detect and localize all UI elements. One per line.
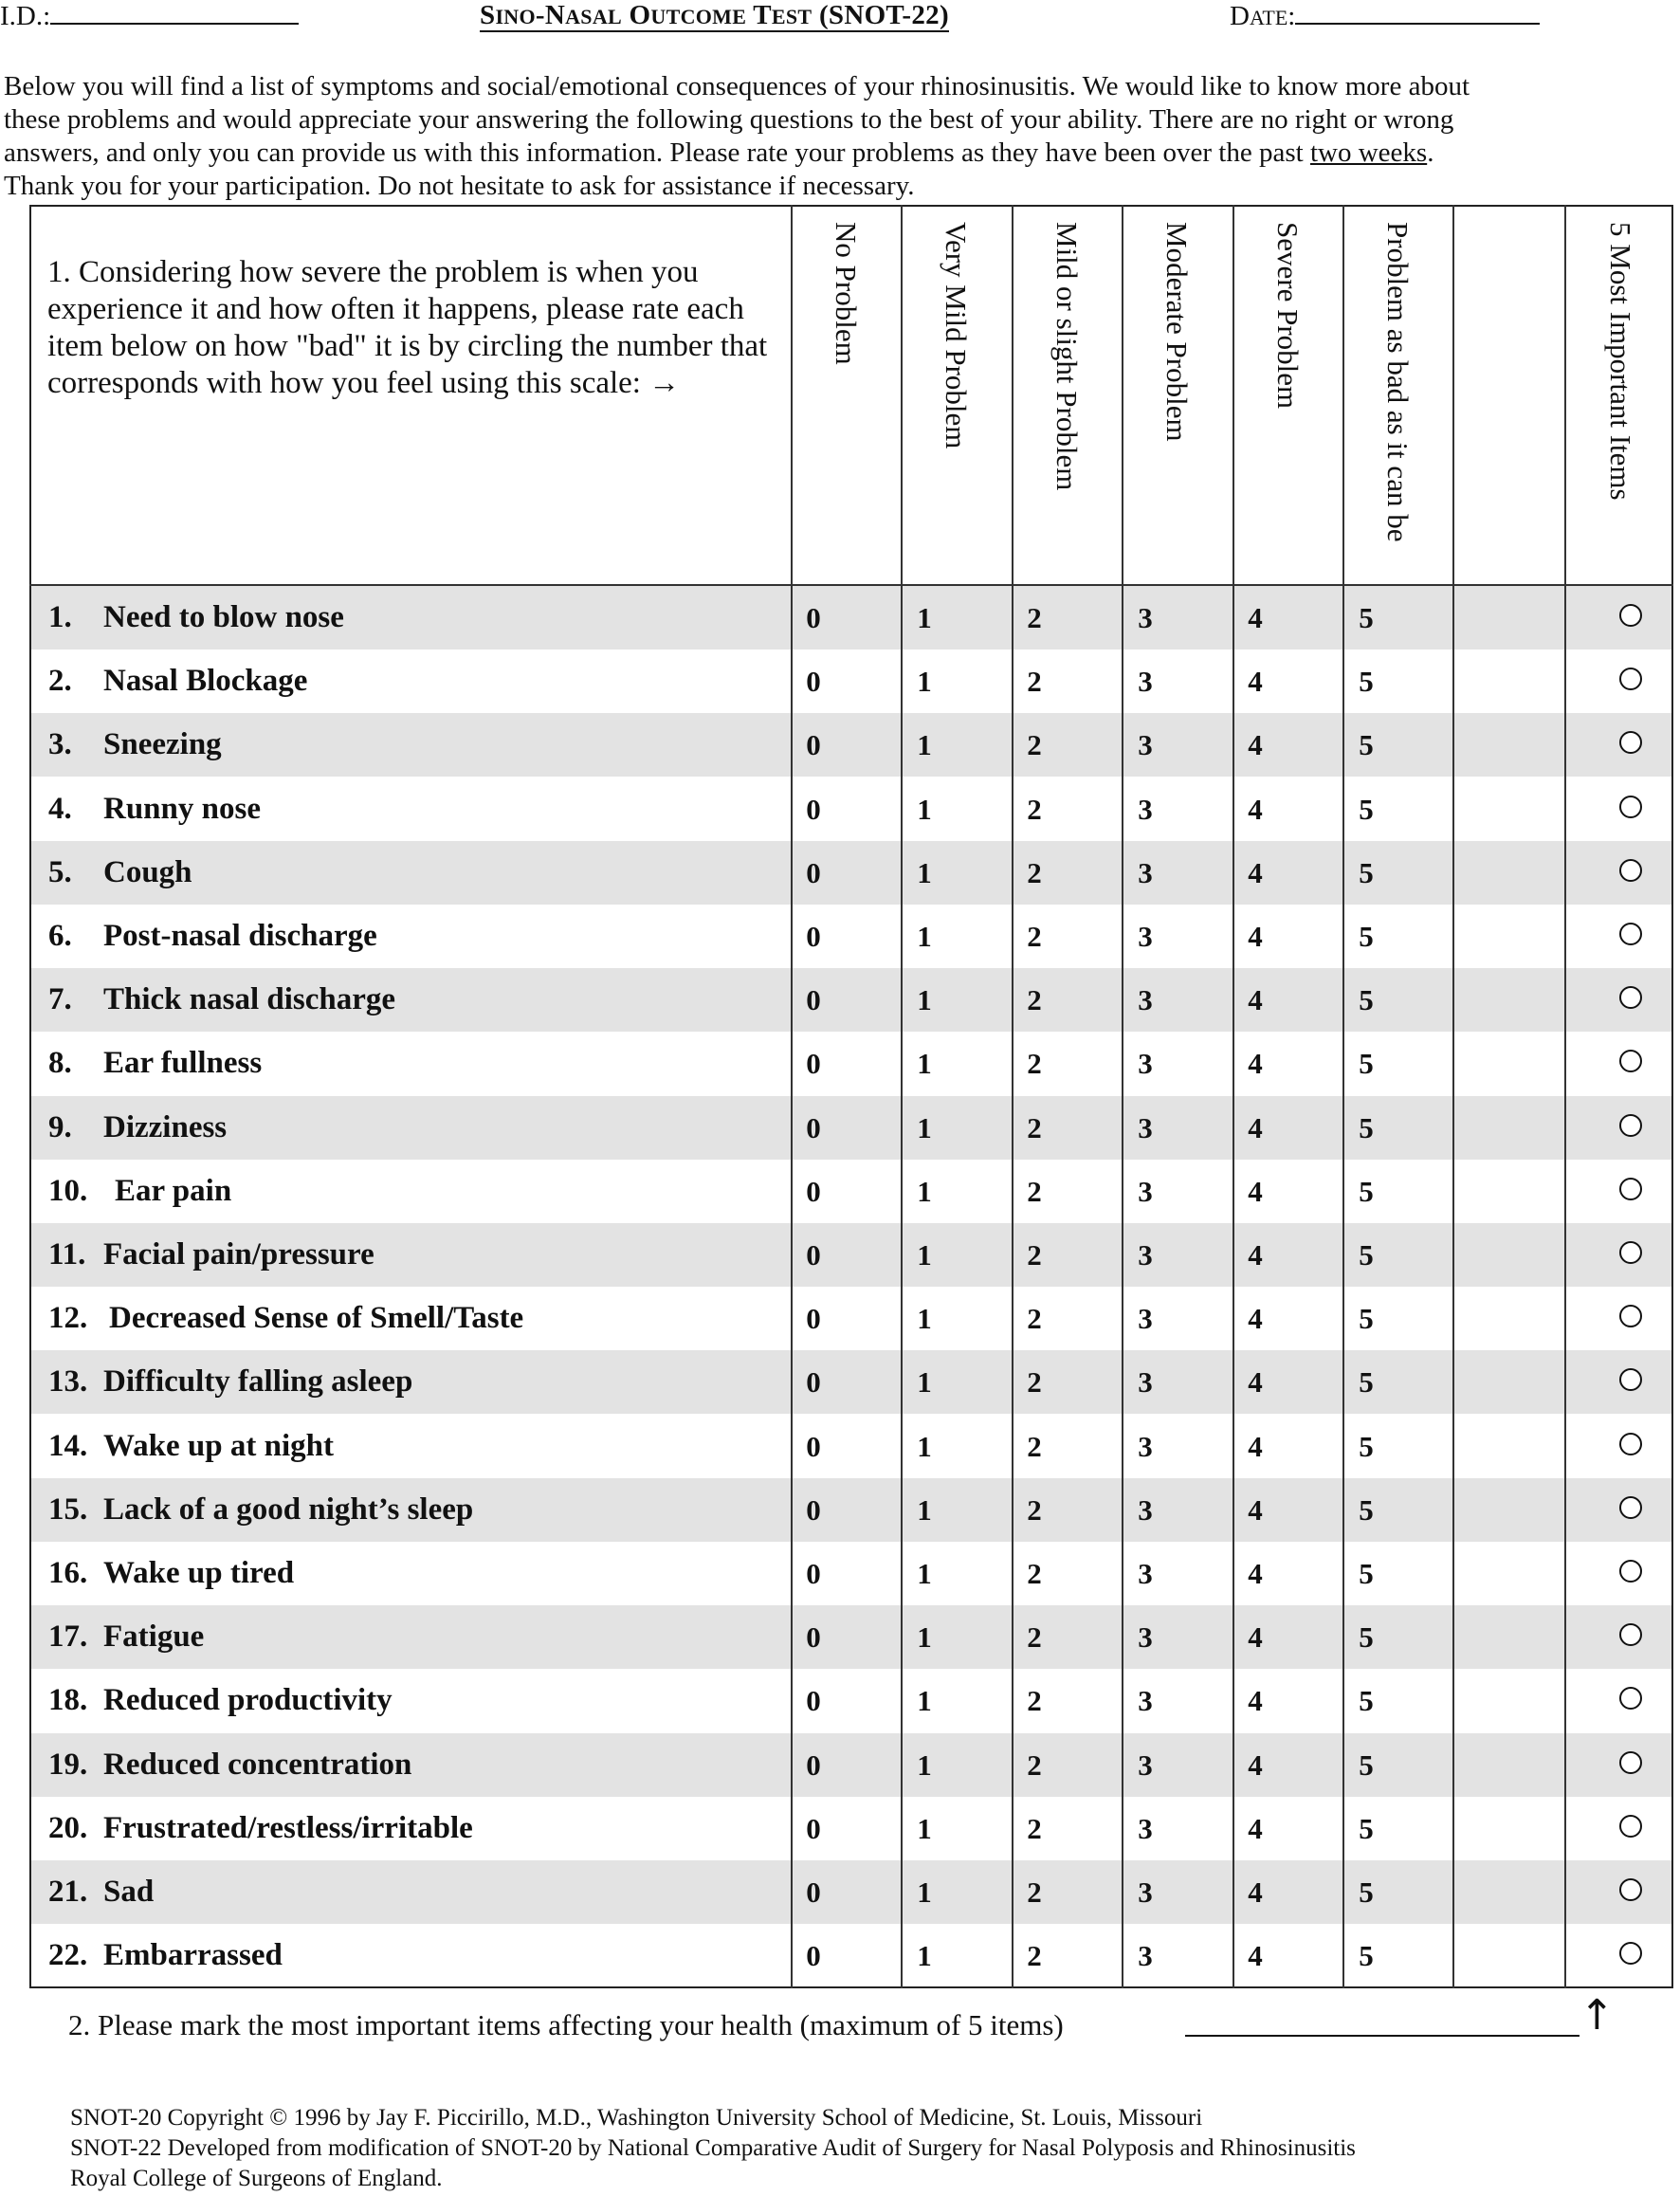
symptom-label: 19. Reduced concentration [48, 1747, 412, 1782]
col-divider [901, 205, 903, 1988]
score-option-5[interactable]: 5 [1359, 1492, 1374, 1527]
score-option-0[interactable]: 0 [806, 1110, 821, 1144]
column-head-very-mild: Very Mild Problem [940, 222, 973, 449]
score-option-5[interactable]: 5 [1359, 1811, 1374, 1845]
score-option-4[interactable]: 4 [1248, 1174, 1263, 1208]
score-option-1[interactable]: 1 [917, 1238, 932, 1272]
score-option-1[interactable]: 1 [917, 1876, 932, 1909]
symptom-label: 12. Decreased Sense of Smell/Taste [48, 1301, 524, 1336]
score-option-5[interactable]: 5 [1359, 1557, 1374, 1590]
score-option-0[interactable]: 0 [806, 1811, 821, 1845]
score-option-5[interactable]: 5 [1359, 1365, 1374, 1400]
symptom-label: 15. Lack of a good night’s sleep [48, 1491, 474, 1527]
symptom-label: 6. Post-nasal discharge [48, 919, 377, 953]
score-option-5[interactable]: 5 [1359, 728, 1374, 762]
score-option-4[interactable]: 4 [1248, 1492, 1263, 1527]
column-head-worst: Problem as bad as it can be [1381, 222, 1415, 542]
symptom-label: 5. Cough [48, 854, 192, 889]
score-option-2[interactable]: 2 [1027, 1620, 1042, 1655]
score-option-1[interactable]: 1 [917, 983, 932, 1017]
score-option-2[interactable]: 2 [1027, 1876, 1042, 1909]
col-divider [1233, 205, 1234, 1988]
symptom-label: 3. Sneezing [48, 727, 222, 762]
score-option-3[interactable]: 3 [1138, 1811, 1153, 1845]
score-option-3[interactable]: 3 [1138, 1492, 1153, 1527]
symptom-label: 20. Frustrated/restless/irritable [48, 1810, 473, 1845]
score-option-3[interactable]: 3 [1138, 1302, 1153, 1336]
symptom-label: 14. Wake up at night [48, 1428, 334, 1463]
footer-line: Royal College of Surgeons of England. [70, 2166, 443, 2191]
symptom-label: 11. Facial pain/pressure [48, 1237, 374, 1272]
score-option-0[interactable]: 0 [806, 1365, 821, 1400]
score-option-5[interactable]: 5 [1359, 1110, 1374, 1144]
score-option-3[interactable]: 3 [1138, 1876, 1153, 1909]
question-1-instructions: 1. Considering how severe the problem is when you experience it and how often it happens, please rate each item below on how "bad" it is by circling the number that corresponds with how you feel using this scale: → [47, 255, 768, 400]
score-option-5[interactable]: 5 [1359, 1302, 1374, 1336]
score-option-0[interactable]: 0 [806, 1174, 821, 1208]
score-option-1[interactable]: 1 [917, 855, 932, 889]
symptom-label: 22. Embarrassed [48, 1938, 283, 1973]
score-option-5[interactable]: 5 [1359, 1684, 1374, 1718]
score-option-2[interactable]: 2 [1027, 1365, 1042, 1400]
score-option-2[interactable]: 2 [1027, 1684, 1042, 1718]
symptom-label: 16. Wake up tired [48, 1556, 295, 1590]
score-option-0[interactable]: 0 [806, 665, 821, 699]
column-head-severe: Severe Problem [1271, 222, 1305, 410]
score-option-4[interactable]: 4 [1248, 1620, 1263, 1655]
score-option-3[interactable]: 3 [1138, 1620, 1153, 1655]
score-option-3[interactable]: 3 [1138, 792, 1153, 826]
score-option-0[interactable]: 0 [806, 1939, 821, 1973]
score-option-0[interactable]: 0 [806, 1620, 821, 1655]
symptom-label: 10. Ear pain [48, 1173, 232, 1208]
score-option-5[interactable]: 5 [1359, 792, 1374, 826]
col-divider [791, 205, 793, 1988]
score-option-5[interactable]: 5 [1359, 855, 1374, 889]
date-label: DATE: [1230, 1, 1296, 31]
score-option-2[interactable]: 2 [1027, 983, 1042, 1017]
score-option-0[interactable]: 0 [806, 1302, 821, 1336]
score-option-4[interactable]: 4 [1248, 1684, 1263, 1718]
symptom-label: 9. Dizziness [48, 1109, 228, 1144]
score-option-5[interactable]: 5 [1359, 665, 1374, 699]
score-option-3[interactable]: 3 [1138, 601, 1153, 634]
score-option-5[interactable]: 5 [1359, 1939, 1374, 1973]
score-option-3[interactable]: 3 [1138, 1748, 1153, 1782]
score-option-1[interactable]: 1 [917, 1811, 932, 1845]
score-option-2[interactable]: 2 [1027, 855, 1042, 889]
score-option-4[interactable]: 4 [1248, 855, 1263, 889]
score-option-0[interactable]: 0 [806, 792, 821, 826]
score-option-1[interactable]: 1 [917, 728, 932, 762]
score-option-2[interactable]: 2 [1027, 1110, 1042, 1144]
score-option-5[interactable]: 5 [1359, 601, 1374, 634]
score-option-3[interactable]: 3 [1138, 1557, 1153, 1590]
symptom-label: 13. Difficulty falling asleep [48, 1364, 413, 1400]
score-option-4[interactable]: 4 [1248, 1047, 1263, 1081]
score-option-1[interactable]: 1 [917, 920, 932, 953]
footer-line: SNOT-20 Copyright © 1996 by Jay F. Piccirillo, M.D., Washington University School of Medicine, St. Louis, Missouri [70, 2105, 1203, 2131]
score-option-4[interactable]: 4 [1248, 920, 1263, 953]
score-option-4[interactable]: 4 [1248, 1110, 1263, 1144]
score-option-2[interactable]: 2 [1027, 601, 1042, 634]
score-option-4[interactable]: 4 [1248, 728, 1263, 762]
score-option-2[interactable]: 2 [1027, 1557, 1042, 1590]
rating-table [29, 205, 1673, 1988]
id-field[interactable] [0, 0, 299, 32]
score-option-3[interactable]: 3 [1138, 920, 1153, 953]
id-blank[interactable] [50, 0, 299, 25]
column-head-no-problem: No Problem [830, 222, 863, 365]
footer-line: SNOT-22 Developed from modification of SNOT-20 by National Comparative Audit of Surgery for Nasal Polyposis and Rhinosinusitis [70, 2135, 1356, 2161]
score-option-2[interactable]: 2 [1027, 1939, 1042, 1973]
column-head-moderate: Moderate Problem [1160, 222, 1194, 442]
symptom-label: 4. Runny nose [48, 791, 261, 826]
score-option-4[interactable]: 4 [1248, 665, 1263, 699]
score-option-4[interactable]: 4 [1248, 1238, 1263, 1272]
score-option-2[interactable]: 2 [1027, 1811, 1042, 1845]
col-divider [1452, 205, 1454, 1988]
score-option-2[interactable]: 2 [1027, 728, 1042, 762]
score-option-5[interactable]: 5 [1359, 1174, 1374, 1208]
score-option-2[interactable]: 2 [1027, 1174, 1042, 1208]
score-option-4[interactable]: 4 [1248, 1302, 1263, 1336]
score-option-5[interactable]: 5 [1359, 1238, 1374, 1272]
score-option-1[interactable]: 1 [917, 1302, 932, 1336]
score-option-1[interactable]: 1 [917, 665, 932, 699]
score-option-3[interactable]: 3 [1138, 1110, 1153, 1144]
header-divider [29, 584, 1673, 586]
score-option-1[interactable]: 1 [917, 1748, 932, 1782]
symptom-label: 8. Ear fullness [48, 1046, 263, 1081]
score-option-5[interactable]: 5 [1359, 983, 1374, 1017]
score-option-0[interactable]: 0 [806, 601, 821, 634]
score-option-3[interactable]: 3 [1138, 728, 1153, 762]
score-option-1[interactable]: 1 [917, 1174, 932, 1208]
form-title: SINO-NASAL OUTCOME TEST (SNOT-22) [480, 0, 949, 30]
score-option-4[interactable]: 4 [1248, 1748, 1263, 1782]
copyright-footer [70, 2103, 1356, 2194]
col-divider [1122, 205, 1123, 1988]
score-option-4[interactable]: 4 [1248, 601, 1263, 634]
score-option-4[interactable]: 4 [1248, 1557, 1263, 1590]
up-arrow-icon: ↑ [1580, 1991, 1615, 2040]
score-option-5[interactable]: 5 [1359, 1748, 1374, 1782]
col-divider [1012, 205, 1013, 1988]
score-option-0[interactable]: 0 [806, 1429, 821, 1463]
score-option-1[interactable]: 1 [917, 1047, 932, 1081]
score-option-3[interactable]: 3 [1138, 983, 1153, 1017]
score-option-4[interactable]: 4 [1248, 1429, 1263, 1463]
symptom-label: 17. Fatigue [48, 1620, 205, 1655]
score-option-3[interactable]: 3 [1138, 1429, 1153, 1463]
score-option-1[interactable]: 1 [917, 1620, 932, 1655]
score-option-1[interactable]: 1 [917, 1684, 932, 1718]
score-option-2[interactable]: 2 [1027, 1748, 1042, 1782]
score-option-2[interactable]: 2 [1027, 1047, 1042, 1081]
score-option-0[interactable]: 0 [806, 1492, 821, 1527]
score-option-1[interactable]: 1 [917, 1365, 932, 1400]
score-option-2[interactable]: 2 [1027, 1429, 1042, 1463]
symptom-label: 2. Nasal Blockage [48, 664, 308, 699]
score-option-2[interactable]: 2 [1027, 665, 1042, 699]
score-option-5[interactable]: 5 [1359, 920, 1374, 953]
score-option-3[interactable]: 3 [1138, 1174, 1153, 1208]
score-option-3[interactable]: 3 [1138, 855, 1153, 889]
score-option-1[interactable]: 1 [917, 1492, 932, 1527]
score-option-0[interactable]: 0 [806, 1047, 821, 1081]
column-head-most-important: 5 Most Important Items [1604, 222, 1637, 501]
symptom-label: 1. Need to blow nose [48, 600, 344, 634]
score-option-4[interactable]: 4 [1248, 983, 1263, 1017]
score-option-4[interactable]: 4 [1248, 792, 1263, 826]
score-option-0[interactable]: 0 [806, 1238, 821, 1272]
col-divider [1342, 205, 1344, 1988]
intro-paragraph: Below you will find a list of symptoms and social/emotional consequences of your rhinosinusitis. We would like to know more about these problems and would appreciate your answering the following questions to the best of your ability. There are no right or wrong answers, and only you can provide us with this information. Please rate your problems as they have been over the past two weeks. Thank you for your participation. Do not hesitate to ask for assistance if necessary. [4, 71, 1470, 201]
score-option-3[interactable]: 3 [1138, 665, 1153, 699]
score-option-0[interactable]: 0 [806, 855, 821, 889]
symptom-label: 18. Reduced productivity [48, 1683, 393, 1718]
date-field[interactable] [1230, 0, 1540, 32]
score-option-5[interactable]: 5 [1359, 1047, 1374, 1081]
col-divider [1564, 205, 1566, 1988]
score-option-0[interactable]: 0 [806, 1557, 821, 1590]
score-option-1[interactable]: 1 [917, 1557, 932, 1590]
id-label: I.D.: [0, 1, 51, 31]
score-option-0[interactable]: 0 [806, 920, 821, 953]
score-option-3[interactable]: 3 [1138, 1684, 1153, 1718]
score-option-3[interactable]: 3 [1138, 1238, 1153, 1272]
score-option-0[interactable]: 0 [806, 728, 821, 762]
score-option-5[interactable]: 5 [1359, 1876, 1374, 1909]
score-option-3[interactable]: 3 [1138, 1939, 1153, 1973]
score-option-2[interactable]: 2 [1027, 1238, 1042, 1272]
date-blank[interactable] [1295, 0, 1540, 25]
score-option-4[interactable]: 4 [1248, 1811, 1263, 1845]
score-option-0[interactable]: 0 [806, 1748, 821, 1782]
question-2-answer-line[interactable] [1185, 2035, 1580, 2037]
score-option-1[interactable]: 1 [917, 601, 932, 634]
score-option-4[interactable]: 4 [1248, 1939, 1263, 1973]
score-option-4[interactable]: 4 [1248, 1876, 1263, 1909]
score-option-3[interactable]: 3 [1138, 1047, 1153, 1081]
column-head-mild: Mild or slight Problem [1050, 222, 1084, 491]
score-option-0[interactable]: 0 [806, 983, 821, 1017]
score-option-0[interactable]: 0 [806, 1876, 821, 1909]
score-option-2[interactable]: 2 [1027, 920, 1042, 953]
score-option-2[interactable]: 2 [1027, 1302, 1042, 1336]
score-option-1[interactable]: 1 [917, 1429, 932, 1463]
symptom-label: 7. Thick nasal discharge [48, 982, 396, 1017]
score-option-5[interactable]: 5 [1359, 1429, 1374, 1463]
score-option-3[interactable]: 3 [1138, 1365, 1153, 1400]
score-option-2[interactable]: 2 [1027, 792, 1042, 826]
score-option-4[interactable]: 4 [1248, 1365, 1263, 1400]
score-option-2[interactable]: 2 [1027, 1492, 1042, 1527]
score-option-1[interactable]: 1 [917, 1939, 932, 1973]
question-2: 2. Please mark the most important items affecting your health (maximum of 5 items) [68, 2008, 1064, 2041]
score-option-1[interactable]: 1 [917, 1110, 932, 1144]
score-option-1[interactable]: 1 [917, 792, 932, 826]
score-option-0[interactable]: 0 [806, 1684, 821, 1718]
score-option-5[interactable]: 5 [1359, 1620, 1374, 1655]
symptom-label: 21. Sad [48, 1875, 155, 1909]
